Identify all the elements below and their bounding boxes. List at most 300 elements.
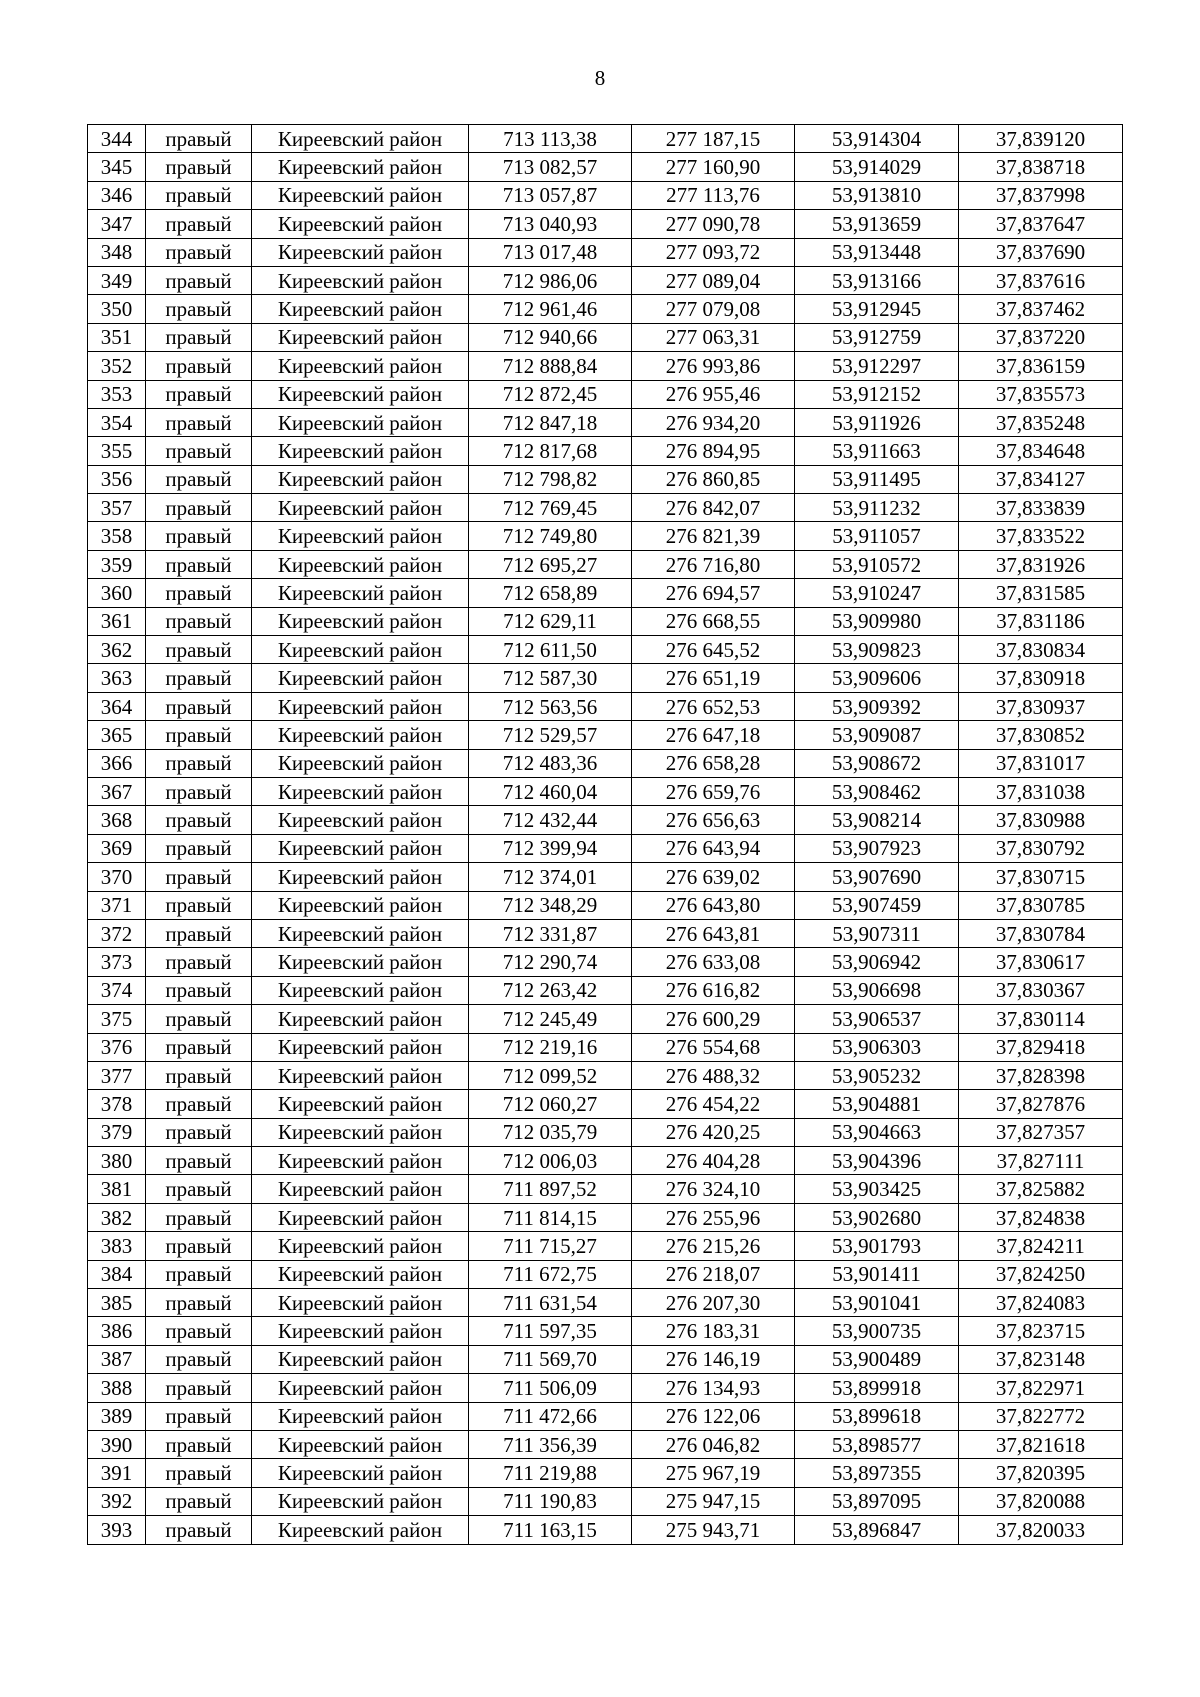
district-cell: Киреевский район (252, 1118, 469, 1146)
longitude-cell: 37,833839 (959, 494, 1123, 522)
longitude-cell: 37,829418 (959, 1033, 1123, 1061)
x-coordinate-cell: 712 035,79 (469, 1118, 632, 1146)
point-number-cell: 348 (88, 238, 146, 266)
x-coordinate-cell: 712 399,94 (469, 834, 632, 862)
bank-side-cell: правый (146, 1430, 252, 1458)
longitude-cell: 37,828398 (959, 1061, 1123, 1089)
longitude-cell: 37,837998 (959, 181, 1123, 209)
bank-side-cell: правый (146, 1516, 252, 1544)
table-row (88, 1118, 1123, 1146)
latitude-cell: 53,896847 (795, 1516, 959, 1544)
bank-side-cell: правый (146, 749, 252, 777)
point-number-cell: 390 (88, 1430, 146, 1458)
bank-side-cell: правый (146, 1260, 252, 1288)
y-coordinate-cell: 276 647,18 (632, 721, 795, 749)
point-number-cell: 349 (88, 266, 146, 294)
latitude-cell: 53,910247 (795, 579, 959, 607)
latitude-cell: 53,906942 (795, 948, 959, 976)
x-coordinate-cell: 713 082,57 (469, 153, 632, 181)
table-row (88, 1175, 1123, 1203)
y-coordinate-cell: 276 694,57 (632, 579, 795, 607)
table-row (88, 323, 1123, 351)
latitude-cell: 53,913166 (795, 266, 959, 294)
bank-side-cell: правый (146, 1147, 252, 1175)
point-number-cell: 371 (88, 891, 146, 919)
latitude-cell: 53,913810 (795, 181, 959, 209)
latitude-cell: 53,908214 (795, 806, 959, 834)
x-coordinate-cell: 712 658,89 (469, 579, 632, 607)
district-cell: Киреевский район (252, 1232, 469, 1260)
point-number-cell: 376 (88, 1033, 146, 1061)
district-cell: Киреевский район (252, 238, 469, 266)
bank-side-cell: правый (146, 1203, 252, 1231)
district-cell: Киреевский район (252, 1317, 469, 1345)
longitude-cell: 37,825882 (959, 1175, 1123, 1203)
table-row (88, 579, 1123, 607)
x-coordinate-cell: 712 060,27 (469, 1090, 632, 1118)
longitude-cell: 37,833522 (959, 522, 1123, 550)
point-number-cell: 393 (88, 1516, 146, 1544)
x-coordinate-cell: 712 986,06 (469, 266, 632, 294)
longitude-cell: 37,830785 (959, 891, 1123, 919)
x-coordinate-cell: 712 331,87 (469, 919, 632, 947)
x-coordinate-cell: 712 872,45 (469, 380, 632, 408)
x-coordinate-cell: 712 749,80 (469, 522, 632, 550)
longitude-cell: 37,830617 (959, 948, 1123, 976)
y-coordinate-cell: 276 134,93 (632, 1374, 795, 1402)
latitude-cell: 53,909980 (795, 607, 959, 635)
longitude-cell: 37,823715 (959, 1317, 1123, 1345)
district-cell: Киреевский район (252, 806, 469, 834)
table-row (88, 692, 1123, 720)
table-row (88, 266, 1123, 294)
x-coordinate-cell: 712 263,42 (469, 976, 632, 1004)
latitude-cell: 53,904396 (795, 1147, 959, 1175)
point-number-cell: 366 (88, 749, 146, 777)
latitude-cell: 53,910572 (795, 550, 959, 578)
point-number-cell: 375 (88, 1005, 146, 1033)
x-coordinate-cell: 711 190,83 (469, 1487, 632, 1515)
point-number-cell: 368 (88, 806, 146, 834)
longitude-cell: 37,830792 (959, 834, 1123, 862)
table-row (88, 465, 1123, 493)
y-coordinate-cell: 276 600,29 (632, 1005, 795, 1033)
latitude-cell: 53,909087 (795, 721, 959, 749)
x-coordinate-cell: 711 672,75 (469, 1260, 632, 1288)
bank-side-cell: правый (146, 1232, 252, 1260)
longitude-cell: 37,835248 (959, 408, 1123, 436)
y-coordinate-cell: 276 616,82 (632, 976, 795, 1004)
latitude-cell: 53,898577 (795, 1430, 959, 1458)
y-coordinate-cell: 276 454,22 (632, 1090, 795, 1118)
table-row (88, 210, 1123, 238)
x-coordinate-cell: 711 219,88 (469, 1459, 632, 1487)
point-number-cell: 379 (88, 1118, 146, 1146)
x-coordinate-cell: 713 040,93 (469, 210, 632, 238)
table-row (88, 721, 1123, 749)
point-number-cell: 370 (88, 863, 146, 891)
point-number-cell: 356 (88, 465, 146, 493)
point-number-cell: 345 (88, 153, 146, 181)
table-row (88, 834, 1123, 862)
longitude-cell: 37,822772 (959, 1402, 1123, 1430)
district-cell: Киреевский район (252, 181, 469, 209)
y-coordinate-cell: 276 668,55 (632, 607, 795, 635)
longitude-cell: 37,820088 (959, 1487, 1123, 1515)
district-cell: Киреевский район (252, 380, 469, 408)
district-cell: Киреевский район (252, 749, 469, 777)
district-cell: Киреевский район (252, 1402, 469, 1430)
longitude-cell: 37,834648 (959, 437, 1123, 465)
longitude-cell: 37,831585 (959, 579, 1123, 607)
bank-side-cell: правый (146, 125, 252, 153)
y-coordinate-cell: 276 255,96 (632, 1203, 795, 1231)
latitude-cell: 53,901411 (795, 1260, 959, 1288)
point-number-cell: 374 (88, 976, 146, 1004)
latitude-cell: 53,909823 (795, 636, 959, 664)
x-coordinate-cell: 713 113,38 (469, 125, 632, 153)
table-row (88, 948, 1123, 976)
point-number-cell: 369 (88, 834, 146, 862)
bank-side-cell: правый (146, 976, 252, 1004)
district-cell: Киреевский район (252, 948, 469, 976)
point-number-cell: 372 (88, 919, 146, 947)
latitude-cell: 53,911495 (795, 465, 959, 493)
longitude-cell: 37,824083 (959, 1289, 1123, 1317)
table-row (88, 238, 1123, 266)
point-number-cell: 377 (88, 1061, 146, 1089)
y-coordinate-cell: 276 656,63 (632, 806, 795, 834)
bank-side-cell: правый (146, 295, 252, 323)
longitude-cell: 37,830114 (959, 1005, 1123, 1033)
bank-side-cell: правый (146, 352, 252, 380)
y-coordinate-cell: 276 860,85 (632, 465, 795, 493)
point-number-cell: 392 (88, 1487, 146, 1515)
table-row (88, 636, 1123, 664)
x-coordinate-cell: 712 888,84 (469, 352, 632, 380)
point-number-cell: 355 (88, 437, 146, 465)
table-row (88, 1459, 1123, 1487)
x-coordinate-cell: 712 348,29 (469, 891, 632, 919)
y-coordinate-cell: 276 842,07 (632, 494, 795, 522)
district-cell: Киреевский район (252, 1430, 469, 1458)
district-cell: Киреевский район (252, 834, 469, 862)
table-row (88, 1090, 1123, 1118)
latitude-cell: 53,903425 (795, 1175, 959, 1203)
table-row (88, 664, 1123, 692)
bank-side-cell: правый (146, 834, 252, 862)
latitude-cell: 53,912945 (795, 295, 959, 323)
y-coordinate-cell: 276 821,39 (632, 522, 795, 550)
point-number-cell: 346 (88, 181, 146, 209)
latitude-cell: 53,900735 (795, 1317, 959, 1345)
bank-side-cell: правый (146, 1061, 252, 1089)
y-coordinate-cell: 276 652,53 (632, 692, 795, 720)
district-cell: Киреевский район (252, 692, 469, 720)
point-number-cell: 385 (88, 1289, 146, 1317)
latitude-cell: 53,911232 (795, 494, 959, 522)
x-coordinate-cell: 713 057,87 (469, 181, 632, 209)
bank-side-cell: правый (146, 1005, 252, 1033)
point-number-cell: 373 (88, 948, 146, 976)
latitude-cell: 53,914029 (795, 153, 959, 181)
latitude-cell: 53,912152 (795, 380, 959, 408)
latitude-cell: 53,907459 (795, 891, 959, 919)
x-coordinate-cell: 712 961,46 (469, 295, 632, 323)
x-coordinate-cell: 712 460,04 (469, 777, 632, 805)
y-coordinate-cell: 275 947,15 (632, 1487, 795, 1515)
y-coordinate-cell: 275 967,19 (632, 1459, 795, 1487)
latitude-cell: 53,897355 (795, 1459, 959, 1487)
x-coordinate-cell: 711 597,35 (469, 1317, 632, 1345)
x-coordinate-cell: 712 290,74 (469, 948, 632, 976)
x-coordinate-cell: 711 631,54 (469, 1289, 632, 1317)
y-coordinate-cell: 276 993,86 (632, 352, 795, 380)
district-cell: Киреевский район (252, 352, 469, 380)
bank-side-cell: правый (146, 550, 252, 578)
latitude-cell: 53,897095 (795, 1487, 959, 1515)
y-coordinate-cell: 276 554,68 (632, 1033, 795, 1061)
point-number-cell: 389 (88, 1402, 146, 1430)
bank-side-cell: правый (146, 1033, 252, 1061)
table-row (88, 1033, 1123, 1061)
bank-side-cell: правый (146, 919, 252, 947)
point-number-cell: 384 (88, 1260, 146, 1288)
longitude-cell: 37,830988 (959, 806, 1123, 834)
x-coordinate-cell: 712 529,57 (469, 721, 632, 749)
longitude-cell: 37,821618 (959, 1430, 1123, 1458)
point-number-cell: 386 (88, 1317, 146, 1345)
coordinates-table-body (88, 125, 1123, 1545)
table-row (88, 437, 1123, 465)
point-number-cell: 367 (88, 777, 146, 805)
point-number-cell: 354 (88, 408, 146, 436)
table-row (88, 777, 1123, 805)
latitude-cell: 53,904663 (795, 1118, 959, 1146)
district-cell: Киреевский район (252, 863, 469, 891)
district-cell: Киреевский район (252, 1345, 469, 1373)
x-coordinate-cell: 711 814,15 (469, 1203, 632, 1231)
district-cell: Киреевский район (252, 1033, 469, 1061)
bank-side-cell: правый (146, 1090, 252, 1118)
district-cell: Киреевский район (252, 522, 469, 550)
point-number-cell: 344 (88, 125, 146, 153)
bank-side-cell: правый (146, 721, 252, 749)
latitude-cell: 53,912759 (795, 323, 959, 351)
bank-side-cell: правый (146, 1118, 252, 1146)
table-row (88, 1260, 1123, 1288)
latitude-cell: 53,904881 (795, 1090, 959, 1118)
bank-side-cell: правый (146, 323, 252, 351)
longitude-cell: 37,831017 (959, 749, 1123, 777)
x-coordinate-cell: 712 817,68 (469, 437, 632, 465)
table-row (88, 522, 1123, 550)
district-cell: Киреевский район (252, 1459, 469, 1487)
bank-side-cell: правый (146, 465, 252, 493)
district-cell: Киреевский район (252, 1203, 469, 1231)
point-number-cell: 383 (88, 1232, 146, 1260)
longitude-cell: 37,837220 (959, 323, 1123, 351)
y-coordinate-cell: 276 324,10 (632, 1175, 795, 1203)
latitude-cell: 53,911663 (795, 437, 959, 465)
longitude-cell: 37,836159 (959, 352, 1123, 380)
longitude-cell: 37,824211 (959, 1232, 1123, 1260)
latitude-cell: 53,911057 (795, 522, 959, 550)
y-coordinate-cell: 276 207,30 (632, 1289, 795, 1317)
longitude-cell: 37,831186 (959, 607, 1123, 635)
y-coordinate-cell: 276 183,31 (632, 1317, 795, 1345)
longitude-cell: 37,831038 (959, 777, 1123, 805)
x-coordinate-cell: 712 563,56 (469, 692, 632, 720)
y-coordinate-cell: 277 063,31 (632, 323, 795, 351)
latitude-cell: 53,909606 (795, 664, 959, 692)
district-cell: Киреевский район (252, 1061, 469, 1089)
point-number-cell: 391 (88, 1459, 146, 1487)
latitude-cell: 53,905232 (795, 1061, 959, 1089)
longitude-cell: 37,824838 (959, 1203, 1123, 1231)
bank-side-cell: правый (146, 692, 252, 720)
longitude-cell: 37,835573 (959, 380, 1123, 408)
district-cell: Киреевский район (252, 1260, 469, 1288)
table-row (88, 1516, 1123, 1544)
y-coordinate-cell: 276 955,46 (632, 380, 795, 408)
y-coordinate-cell: 276 934,20 (632, 408, 795, 436)
table-row (88, 1430, 1123, 1458)
latitude-cell: 53,907923 (795, 834, 959, 862)
district-cell: Киреевский район (252, 550, 469, 578)
y-coordinate-cell: 276 643,80 (632, 891, 795, 919)
y-coordinate-cell: 277 093,72 (632, 238, 795, 266)
district-cell: Киреевский район (252, 1175, 469, 1203)
bank-side-cell: правый (146, 863, 252, 891)
district-cell: Киреевский район (252, 976, 469, 1004)
bank-side-cell: правый (146, 266, 252, 294)
bank-side-cell: правый (146, 522, 252, 550)
table-row (88, 408, 1123, 436)
table-row (88, 1317, 1123, 1345)
y-coordinate-cell: 277 160,90 (632, 153, 795, 181)
longitude-cell: 37,834127 (959, 465, 1123, 493)
y-coordinate-cell: 277 079,08 (632, 295, 795, 323)
point-number-cell: 357 (88, 494, 146, 522)
longitude-cell: 37,830937 (959, 692, 1123, 720)
point-number-cell: 350 (88, 295, 146, 323)
district-cell: Киреевский район (252, 777, 469, 805)
x-coordinate-cell: 711 356,39 (469, 1430, 632, 1458)
x-coordinate-cell: 712 099,52 (469, 1061, 632, 1089)
table-row (88, 919, 1123, 947)
x-coordinate-cell: 712 769,45 (469, 494, 632, 522)
y-coordinate-cell: 276 488,32 (632, 1061, 795, 1089)
longitude-cell: 37,824250 (959, 1260, 1123, 1288)
bank-side-cell: правый (146, 948, 252, 976)
bank-side-cell: правый (146, 1317, 252, 1345)
district-cell: Киреевский район (252, 721, 469, 749)
table-row (88, 806, 1123, 834)
x-coordinate-cell: 711 506,09 (469, 1374, 632, 1402)
longitude-cell: 37,827876 (959, 1090, 1123, 1118)
x-coordinate-cell: 712 587,30 (469, 664, 632, 692)
district-cell: Киреевский район (252, 437, 469, 465)
table-row (88, 295, 1123, 323)
x-coordinate-cell: 712 483,36 (469, 749, 632, 777)
point-number-cell: 360 (88, 579, 146, 607)
point-number-cell: 358 (88, 522, 146, 550)
latitude-cell: 53,906698 (795, 976, 959, 1004)
bank-side-cell: правый (146, 1487, 252, 1515)
table-row (88, 1232, 1123, 1260)
y-coordinate-cell: 277 187,15 (632, 125, 795, 153)
latitude-cell: 53,909392 (795, 692, 959, 720)
latitude-cell: 53,899918 (795, 1374, 959, 1402)
y-coordinate-cell: 276 659,76 (632, 777, 795, 805)
district-cell: Киреевский район (252, 408, 469, 436)
longitude-cell: 37,837462 (959, 295, 1123, 323)
point-number-cell: 362 (88, 636, 146, 664)
table-row (88, 1203, 1123, 1231)
table-row (88, 352, 1123, 380)
bank-side-cell: правый (146, 579, 252, 607)
bank-side-cell: правый (146, 777, 252, 805)
latitude-cell: 53,906303 (795, 1033, 959, 1061)
point-number-cell: 388 (88, 1374, 146, 1402)
bank-side-cell: правый (146, 1345, 252, 1373)
table-row (88, 181, 1123, 209)
point-number-cell: 352 (88, 352, 146, 380)
x-coordinate-cell: 712 006,03 (469, 1147, 632, 1175)
table-row (88, 607, 1123, 635)
table-row (88, 550, 1123, 578)
longitude-cell: 37,831926 (959, 550, 1123, 578)
table-row (88, 1289, 1123, 1317)
latitude-cell: 53,914304 (795, 125, 959, 153)
bank-side-cell: правый (146, 238, 252, 266)
x-coordinate-cell: 711 163,15 (469, 1516, 632, 1544)
bank-side-cell: правый (146, 891, 252, 919)
longitude-cell: 37,820033 (959, 1516, 1123, 1544)
coordinates-table (87, 124, 1123, 1545)
point-number-cell: 353 (88, 380, 146, 408)
district-cell: Киреевский район (252, 1289, 469, 1317)
point-number-cell: 381 (88, 1175, 146, 1203)
y-coordinate-cell: 276 894,95 (632, 437, 795, 465)
point-number-cell: 351 (88, 323, 146, 351)
latitude-cell: 53,913659 (795, 210, 959, 238)
latitude-cell: 53,908462 (795, 777, 959, 805)
x-coordinate-cell: 713 017,48 (469, 238, 632, 266)
district-cell: Киреевский район (252, 494, 469, 522)
y-coordinate-cell: 276 645,52 (632, 636, 795, 664)
district-cell: Киреевский район (252, 1090, 469, 1118)
x-coordinate-cell: 712 695,27 (469, 550, 632, 578)
latitude-cell: 53,911926 (795, 408, 959, 436)
y-coordinate-cell: 276 643,81 (632, 919, 795, 947)
district-cell: Киреевский район (252, 266, 469, 294)
y-coordinate-cell: 276 404,28 (632, 1147, 795, 1175)
table-row (88, 1345, 1123, 1373)
table-row (88, 749, 1123, 777)
y-coordinate-cell: 276 658,28 (632, 749, 795, 777)
table-row (88, 1402, 1123, 1430)
district-cell: Киреевский район (252, 664, 469, 692)
table-row (88, 976, 1123, 1004)
longitude-cell: 37,823148 (959, 1345, 1123, 1373)
longitude-cell: 37,827111 (959, 1147, 1123, 1175)
table-row (88, 125, 1123, 153)
district-cell: Киреевский район (252, 1374, 469, 1402)
bank-side-cell: правый (146, 664, 252, 692)
y-coordinate-cell: 276 046,82 (632, 1430, 795, 1458)
